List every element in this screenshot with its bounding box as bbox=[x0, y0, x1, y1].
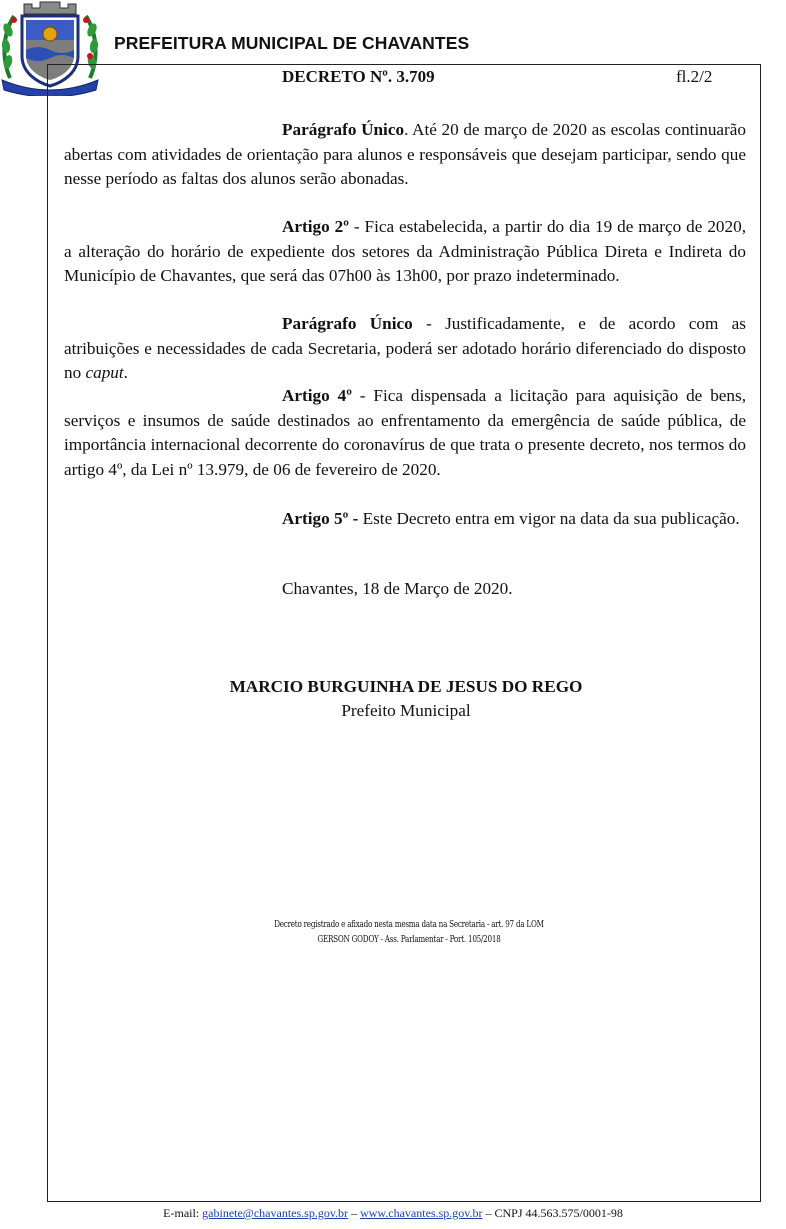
signatory-title: Prefeito Municipal bbox=[341, 701, 471, 720]
place-date: Chavantes, 18 de Março de 2020. bbox=[282, 579, 513, 598]
article-2 bbox=[64, 215, 746, 289]
paragraph-label: Parágrafo Único bbox=[282, 314, 413, 333]
article-label: Artigo 4º bbox=[282, 386, 352, 405]
decree-number: DECRETO Nº. 3.709 bbox=[282, 67, 435, 86]
paragraph-text-end: . bbox=[123, 363, 128, 383]
article-5 bbox=[64, 507, 746, 532]
article-text: Este Decreto entra em vigor na data da sua publicação. bbox=[358, 509, 740, 528]
email-label: E-mail: bbox=[163, 1206, 203, 1220]
municipality-title: PREFEITURA MUNICIPAL DE CHAVANTES bbox=[114, 33, 470, 53]
article-label: Artigo 2º bbox=[282, 217, 349, 236]
separator: – bbox=[348, 1206, 361, 1220]
page-folio: fl.2/2 bbox=[676, 67, 713, 86]
italic-term: caput bbox=[85, 363, 124, 383]
paragraph-label: Parágrafo Único bbox=[282, 120, 405, 139]
website-link[interactable]: www.chavantes.sp.gov.br bbox=[360, 1206, 483, 1220]
article-text: - Fica dispensada a licitação para aquisição de bens, serviços e insumos de saúde destinados ao enfrentamento da emergência de saúde pública, de importância internacional decorrente do coronavírus de que trata o presente decreto, nos termos do artigo 4º, da Lei nº 13.979, de 06 de fevereiro de 2020. bbox=[64, 386, 746, 479]
email-link[interactable]: gabinete@chavantes.sp.gov.br bbox=[202, 1206, 349, 1220]
paragraph-text: - Justificadamente, e de acordo com as atribuições e necessidades de cada Secretaria, poderá ser adotado horário diferenciado do disposto no bbox=[64, 314, 746, 383]
article-text: - Fica estabelecida, a partir do dia 19 de março de 2020, a alteração do horário de expediente dos setores da Administração Pública Direta e Indireta do Município de Chavantes, que será das 07h00 às 13h00, por prazo indeterminado. bbox=[64, 217, 746, 286]
article-4 bbox=[64, 384, 746, 482]
paragraph-unico-hours bbox=[64, 312, 746, 386]
paragraph-text: . Até 20 de março de 2020 as escolas continuarão abertas com atividades de orientação para alunos e responsáveis que desejam participar, sendo que nesse período as faltas dos alunos serão abonadas. bbox=[64, 120, 746, 189]
registration-note: Decreto registrado e afixado nesta mesma data na Secretaria - art. 97 da LOM bbox=[274, 920, 544, 930]
signatory-name: MARCIO BURGUINHA DE JESUS DO REGO bbox=[229, 677, 583, 696]
paragraph-unico-schools bbox=[64, 118, 746, 192]
registration-signer: GERSON GODOY - Ass. Parlamentar - Port. 105/2018 bbox=[317, 935, 501, 945]
contact-footer bbox=[0, 1206, 786, 1221]
article-label: Artigo 5º - bbox=[282, 509, 359, 528]
cnpj: – CNPJ 44.563.575/0001-98 bbox=[482, 1206, 623, 1220]
